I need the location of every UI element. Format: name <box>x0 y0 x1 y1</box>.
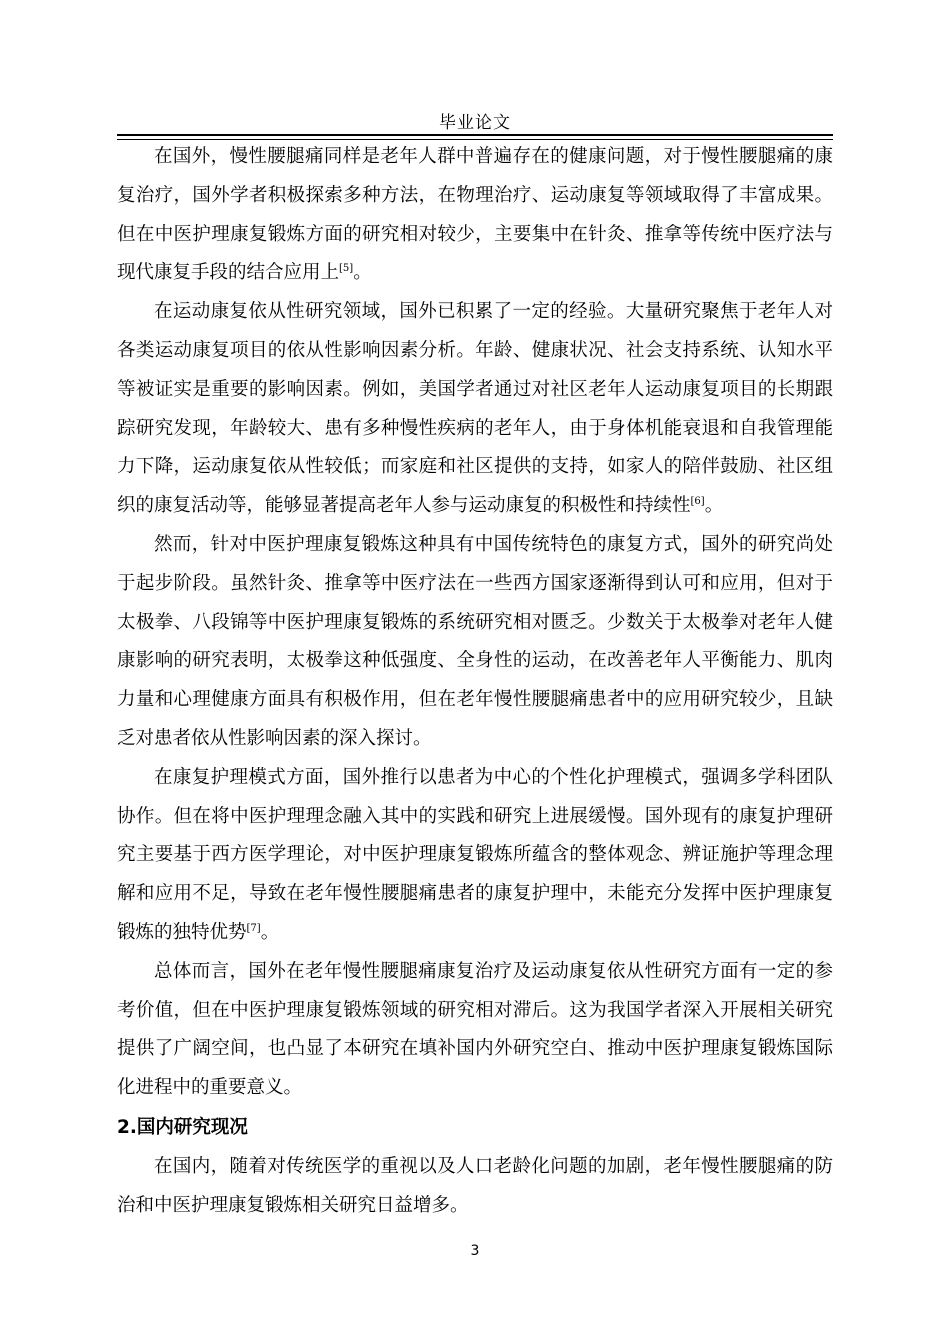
citation: [7] <box>246 922 261 934</box>
paragraph: 在运动康复依从性研究领域，国外已积累了一定的经验。大量研究聚焦于老年人对各类运动康复项目的依从性影响因素分析。年龄、健康状况、社会支持系统、认知水平等被证实是重要的影响因素。例如，美国学者通过对社区老年人运动康复项目的长期跟踪研究发现，年龄较大、患有多种慢性疾病的老年人，由于身体机能衰退和自我管理能力下降，运动康复依从性较低；而家庭和社区提供的支持，如家人的陪伴鼓励、社区组织的康复活动等，能够显著提高老年人参与运动康复的积极性和持续性[6]。 <box>117 301 833 517</box>
running-header: 毕业论文 <box>439 113 511 133</box>
citation: [5] <box>339 263 354 275</box>
header-rule-thick <box>117 134 833 136</box>
paragraph: 在国外，慢性腰腿痛同样是老年人群中普遍存在的健康问题，对于慢性腰腿痛的康复治疗，国外学者积极探索多种方法，在物理治疗、运动康复等领域取得了丰富成果。但在中医护理康复锻炼方面的研究相对较少，主要集中在针灸、推拿等传统中医疗法与现代康复手段的结合应用上[5]。 <box>117 146 833 284</box>
citation: [6] <box>690 496 705 508</box>
paragraph: 然而，针对中医护理康复锻炼这种具有中国传统特色的康复方式，国外的研究尚处于起步阶段。虽然针灸、推拿等中医疗法在一些西方国家逐渐得到认可和应用，但对于太极拳、八段锦等中医护理康复锻炼的系统研究相对匮乏。少数关于太极拳对老年人健康影响的研究表明，太极拳这种低强度、全身性的运动，在改善老年人平衡能力、肌肉力量和心理健康方面具有积极作用，但在老年慢性腰腿痛患者中的应用研究较少，且缺乏对患者依从性影响因素的深入探讨。 <box>117 533 833 749</box>
body-text <box>117 138 833 1226</box>
paragraph: 总体而言，国外在老年慢性腰腿痛康复治疗及运动康复依从性研究方面有一定的参考价值，但在中医护理康复锻炼领域的研究相对滞后。这为我国学者深入开展相关研究提供了广阔空间，也凸显了本研究在填补国内外研究空白、推动中医护理康复锻炼国际化进程中的重要意义。 <box>117 960 833 1099</box>
section-heading: 2.国内研究现况 <box>117 1116 248 1138</box>
paragraph: 在康复护理模式方面，国外推行以患者为中心的个性化护理模式，强调多学科团队协作。但在将中医护理理念融入其中的实践和研究上进展缓慢。国外现有的康复护理研究主要基于西方医学理论，对中医护理康复锻炼所蕴含的整体观念、辨证施护等理念理解和应用不足，导致在老年慢性腰腿痛患者的康复护理中，未能充分发挥中医护理康复锻炼的独特优势[7]。 <box>117 766 833 943</box>
page-number: 3 <box>470 1243 480 1259</box>
paragraph: 在国内，随着对传统医学的重视以及人口老龄化问题的加剧，老年慢性腰腿痛的防治和中医护理康复锻炼相关研究日益增多。 <box>117 1155 833 1216</box>
